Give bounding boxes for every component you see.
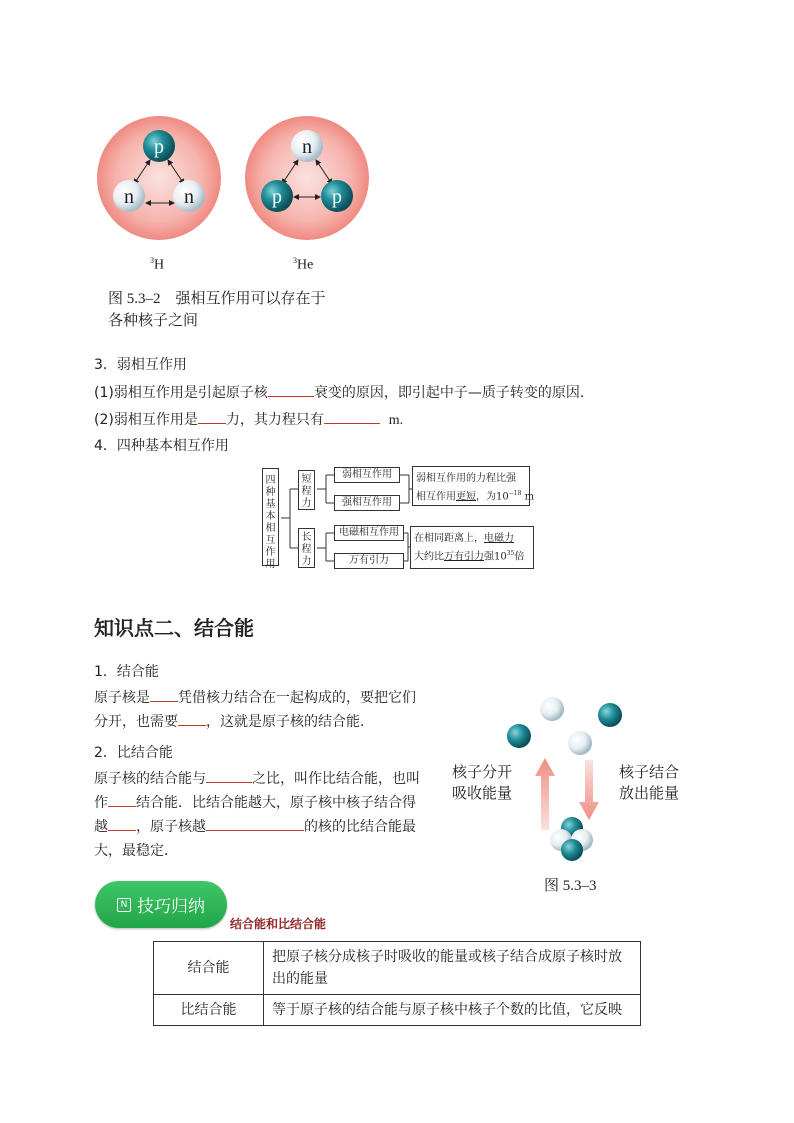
- specific-binding-paragraph: 原子核的结合能与 之比，叫作比结合能，也叫 作 结合能．比结合能越大，原子核中核子结合得 越 ，原子核越 的核的比结合能最 大，最稳定．: [94, 767, 434, 863]
- he3-nucleon-label: n: [302, 136, 312, 158]
- comparison-table: [153, 941, 641, 1026]
- he3-label: $^3$He: [293, 256, 314, 273]
- fill-blank: [206, 768, 252, 783]
- item2-title: 2．比结合能: [94, 745, 173, 761]
- table-row: [154, 995, 641, 1026]
- fill-blank: [268, 382, 314, 397]
- h3-nucleon-label: n: [184, 186, 194, 208]
- table-row: [154, 942, 641, 995]
- nucleus-figure: [90, 110, 380, 280]
- fig2-caption: 图 5.3–3: [544, 878, 597, 894]
- free-neutron: [568, 731, 592, 755]
- fig2-right-label: 核子结合 放出能量: [619, 763, 680, 802]
- he3-nucleon-label: p: [272, 186, 282, 208]
- binding-energy-paragraph: 原子核是 凭借核力结合在一起构成的，要把它们 分开，也需要 ，这就是原子核的结合能．: [94, 686, 434, 734]
- item4-title: 4．四种基本相互作用: [94, 438, 229, 454]
- table-term: 比结合能: [154, 995, 264, 1026]
- table-desc: 等于原子核的结合能与原子核中核子个数的比值，它反映: [264, 995, 641, 1026]
- diagram-long-range: 长程力: [298, 528, 315, 568]
- fill-blank: [150, 687, 178, 702]
- diagram-root: 四种基本相互作用: [262, 468, 279, 566]
- free-proton: [507, 724, 531, 748]
- diagram-weak: 弱相互作用: [334, 467, 400, 483]
- he3-nucleon-label: p: [332, 186, 342, 208]
- item3-line2: (2)弱相互作用是 力，其力程只有 m.: [94, 409, 403, 431]
- nucleus-cluster: [561, 839, 583, 861]
- section-heading: 知识点二、结合能: [94, 616, 254, 640]
- tips-subtitle: 结合能和比结合能: [230, 917, 327, 931]
- arrow-down-icon: [579, 760, 599, 820]
- fill-blank: [198, 409, 226, 424]
- fig2-left-label: 核子分开 吸收能量: [452, 763, 513, 802]
- tips-button[interactable]: N 技巧归纳: [95, 881, 227, 928]
- item1-title: 1．结合能: [94, 664, 159, 680]
- fill-blank: [108, 816, 136, 831]
- diagram-gravity: 万有引力: [334, 553, 404, 569]
- fill-blank: [108, 792, 136, 807]
- diagram-em: 电磁相互作用: [334, 525, 404, 541]
- table-desc: 把原子核分成核子时吸收的能量或核子结合成原子核时放 出的能量: [264, 942, 641, 995]
- fill-blank: [324, 409, 380, 424]
- diagram-strong: 强相互作用: [334, 495, 400, 511]
- diagram-short-range: 短程力: [298, 470, 315, 510]
- h3-nucleon-label: n: [124, 186, 134, 208]
- diagram-note-weak: 弱相互作用的力程比强 相互作用更短，为$10^{-18}$ m: [412, 466, 530, 506]
- fill-blank: [206, 816, 304, 831]
- free-neutron: [540, 697, 564, 721]
- interaction-diagram: [262, 466, 537, 570]
- item3-line1: (1)弱相互作用是引起原子核 衰变的原因，即引起中子—质子转变的原因．: [94, 382, 594, 403]
- table-term: 结合能: [154, 942, 264, 995]
- item3-title: 3．弱相互作用: [94, 357, 187, 373]
- h3-label: $^3$H: [150, 256, 165, 273]
- tips-icon: N: [117, 898, 131, 912]
- diagram-note-em: 在相同距离上，电磁力 大约比万有引力强$10^{35}$倍: [410, 526, 534, 569]
- arrow-up-icon: [535, 758, 555, 830]
- figure-caption: 图 5.3–2 强相互作用可以存在于 各种核子之间: [108, 291, 326, 329]
- h3-nucleon-label: p: [154, 136, 164, 158]
- fill-blank: [178, 711, 206, 726]
- free-proton: [598, 703, 622, 727]
